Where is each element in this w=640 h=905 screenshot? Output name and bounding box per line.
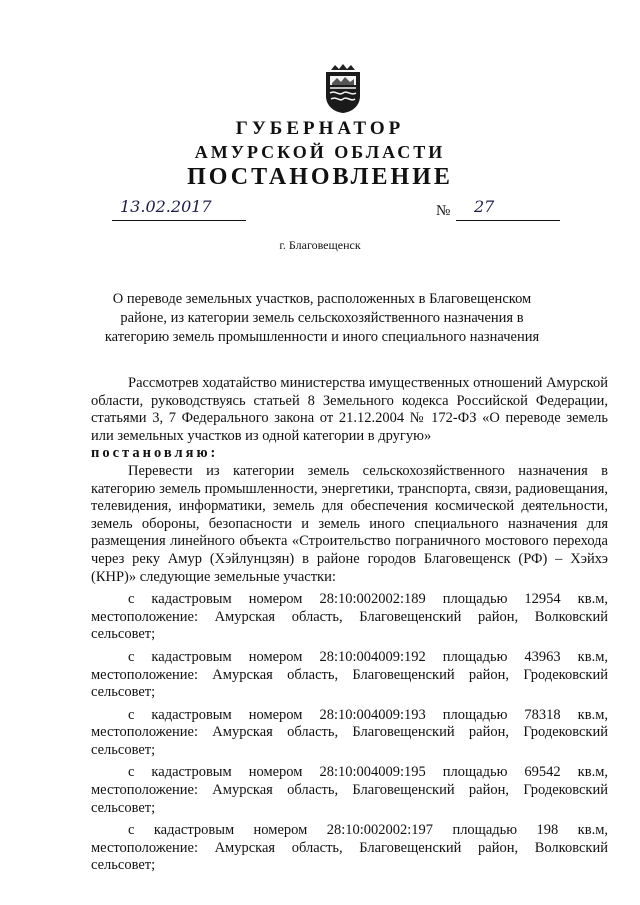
intro-paragraph: Рассмотрев ходатайство министерства имущественных отношений Амурской области, руководствуясь статьей 8 Земельного кодекса Российской Федерации, статьями 3, 7 Федерального закона от 21.12.2004 № 172-ФЗ «О переводе земель или земельных участков из одной категории в другую» bbox=[91, 375, 608, 444]
document-body bbox=[91, 375, 608, 875]
handwritten-date: 13.02.2017 bbox=[120, 197, 212, 216]
document-subject: О переводе земельных участков, расположенных в Благовещенском районе, из категории земель сельскохозяйственного назначения в категорию земель промышленности и иного специального назначения bbox=[104, 291, 540, 345]
number-field bbox=[456, 197, 560, 221]
parcel-item: с кадастровым номером 28:10:004009:195 площадью 69542 кв.м, местоположение: Амурская область, Благовещенский район, Гродековский сельсовет; bbox=[91, 764, 608, 816]
document-type: ПОСТАНОВЛЕНИЕ bbox=[187, 164, 453, 190]
parcel-item: с кадастровым номером 28:10:002002:189 площадью 12954 кв.м, местоположение: Амурская область, Благовещенский район, Волковский сельсовет; bbox=[91, 591, 608, 643]
decree-keyword: постановляю: bbox=[91, 445, 219, 462]
date-field bbox=[112, 197, 246, 221]
handwritten-number: 27 bbox=[474, 197, 495, 216]
parcel-item: с кадастровым номером 28:10:002002:197 площадью 198 кв.м, местоположение: Амурская область, Благовещенский район, Волковский сельсовет; bbox=[91, 822, 608, 874]
issuer-region: АМУРСКОЙ ОБЛАСТИ bbox=[194, 142, 446, 162]
number-label: № bbox=[436, 203, 451, 219]
parcel-item: с кадастровым номером 28:10:004009:192 площадью 43963 кв.м, местоположение: Амурская область, Благовещенский район, Гродековский сельсовет; bbox=[91, 648, 608, 701]
amur-region-coat-of-arms-icon bbox=[323, 63, 363, 114]
main-paragraph: Перевести из категории земель сельскохозяйственного назначения в категорию земель промышленности, энергетики, транспорта, связи, радиовещания, телевидения, информатики, земель для обеспечения космической деятельности, земель обороны, безопасности и земель иного специального назначения для размещения линейного объекта «Строительство пограничного мостового перехода через реку Амур (Хэйлунцзян) в районе городов Благовещенск (РФ) – Хэйхэ (КНР)» следующие земельные участки: bbox=[91, 462, 608, 585]
issuer-title: ГУБЕРНАТОР bbox=[235, 118, 405, 139]
city-label: г. Благовещенск bbox=[279, 238, 361, 252]
parcel-item: с кадастровым номером 28:10:004009:193 площадью 78318 кв.м, местоположение: Амурская область, Благовещенский район, Гродековский сельсовет; bbox=[91, 706, 608, 758]
